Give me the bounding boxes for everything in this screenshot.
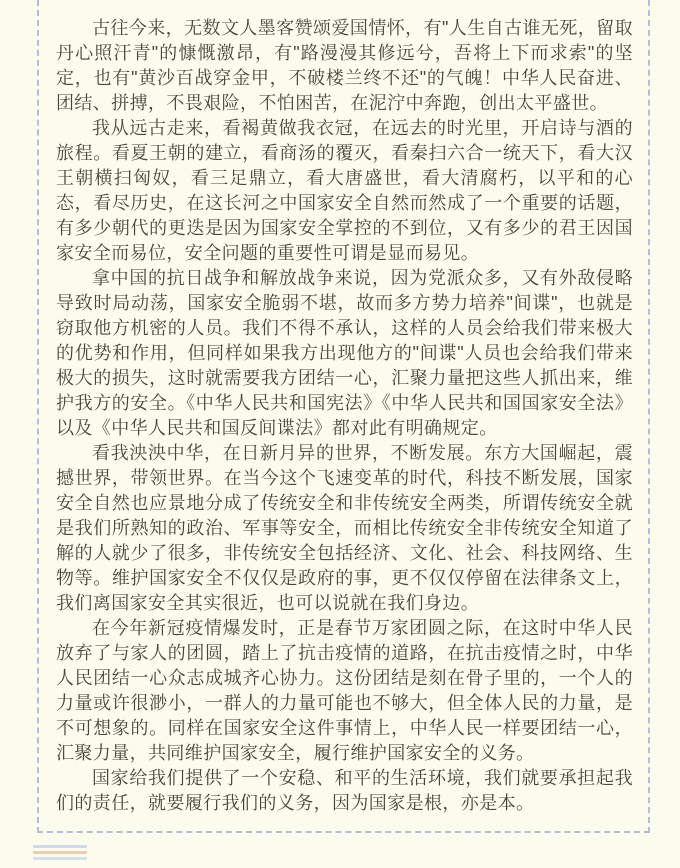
decoration-bar-orange (33, 851, 87, 854)
essay-paragraph-5: 在今年新冠疫情爆发时，正是春节万家团圆之际，在这时中华人民放弃了与家人的团圆，踏上了抗击疫情的道路，在抗击疫情之时，中华人民团结一心众志成城齐心协力。这份团结是刻在骨子里的，一个人的力量或许很渺小，一群人的力量可能也不够大，但全体人民的力量，是不可想象的。同样在国家安全这件事情上，中华人民一样要团结一心，汇聚力量，共同维护国家安全，履行维护国家安全的义务。 (56, 618, 633, 763)
essay-paragraph-1: 古往今来，无数文人墨客赞颂爱国情怀，有"人生自古谁无死，留取丹心照汗青"的慷慨激昂，有"路漫漫其修远兮，吾将上下而求索"的坚定，也有"黄沙百战穿金甲，不破楼兰终不还"的气魄！中华人民奋进、团结、拼搏，不畏艰险，不怕困苦，在泥泞中奔跑，创出太平盛世。 (56, 18, 633, 113)
decoration-bar-gray (33, 857, 87, 860)
essay-paragraph-4: 看我泱泱中华，在日新月异的世界，不断发展。东方大国崛起，震撼世界，带领世界。在当今这个飞速变革的时代，科技不断发展，国家安全自然也应景地分成了传统安全和非传统安全两类，所谓传统安全就是我们所熟知的政治、军事等安全，而相比传统安全非传统安全知道了解的人就少了很多，非传统安全包括经济、文化、社会、科技网络、生物等。维护国家安全不仅仅是政府的事，更不仅仅停留在法律条文上，我们离国家安全其实很近，也可以说就在我们身边。 (56, 443, 633, 613)
essay-paragraph-2: 我从远古走来，看褐黄做我衣冠，在远去的时光里，开启诗与酒的旅程。看夏王朝的建立，看商汤的覆灭，看秦扫六合一统天下，看大汉王朝横扫匈奴，看三足鼎立，看大唐盛世，看大清腐朽，以平和的心态，看尽历史，在这长河之中国家安全自然而然成了一个重要的话题，有多少朝代的更迭是因为国家安全掌控的不到位，又有多少的君王因国家安全而易位，安全问题的重要性可谓是显而易见。 (56, 118, 633, 263)
decoration-bar-blue (33, 845, 87, 848)
essay-paragraph-3: 拿中国的抗日战争和解放战争来说，因为党派众多，又有外敌侵略导致时局动荡，国家安全脆弱不堪，故而多方势力培养"间谍"，也就是窃取他方机密的人员。我们不得不承认，这样的人员会给我们带来极大的优势和作用，但同样如果我方出现他方的"间谍"人员也会给我们带来极大的损失，这时就需要我方团结一心，汇聚力量把这些人抓出来，维护我方的安全。《中华人民共和国宪法》《中华人民共和国国家安全法》以及《中华人民共和国反间谍法》都对此有明确规定。 (56, 268, 633, 438)
essay-dashed-border-box (37, 0, 650, 833)
essay-paragraph-6: 国家给我们提供了一个安稳、和平的生活环境，我们就要承担起我们的责任，就要履行我们的义务，因为国家是根，亦是本。 (56, 768, 633, 813)
essay-body (39, 0, 648, 816)
paragraph-mark-decoration (33, 845, 87, 863)
